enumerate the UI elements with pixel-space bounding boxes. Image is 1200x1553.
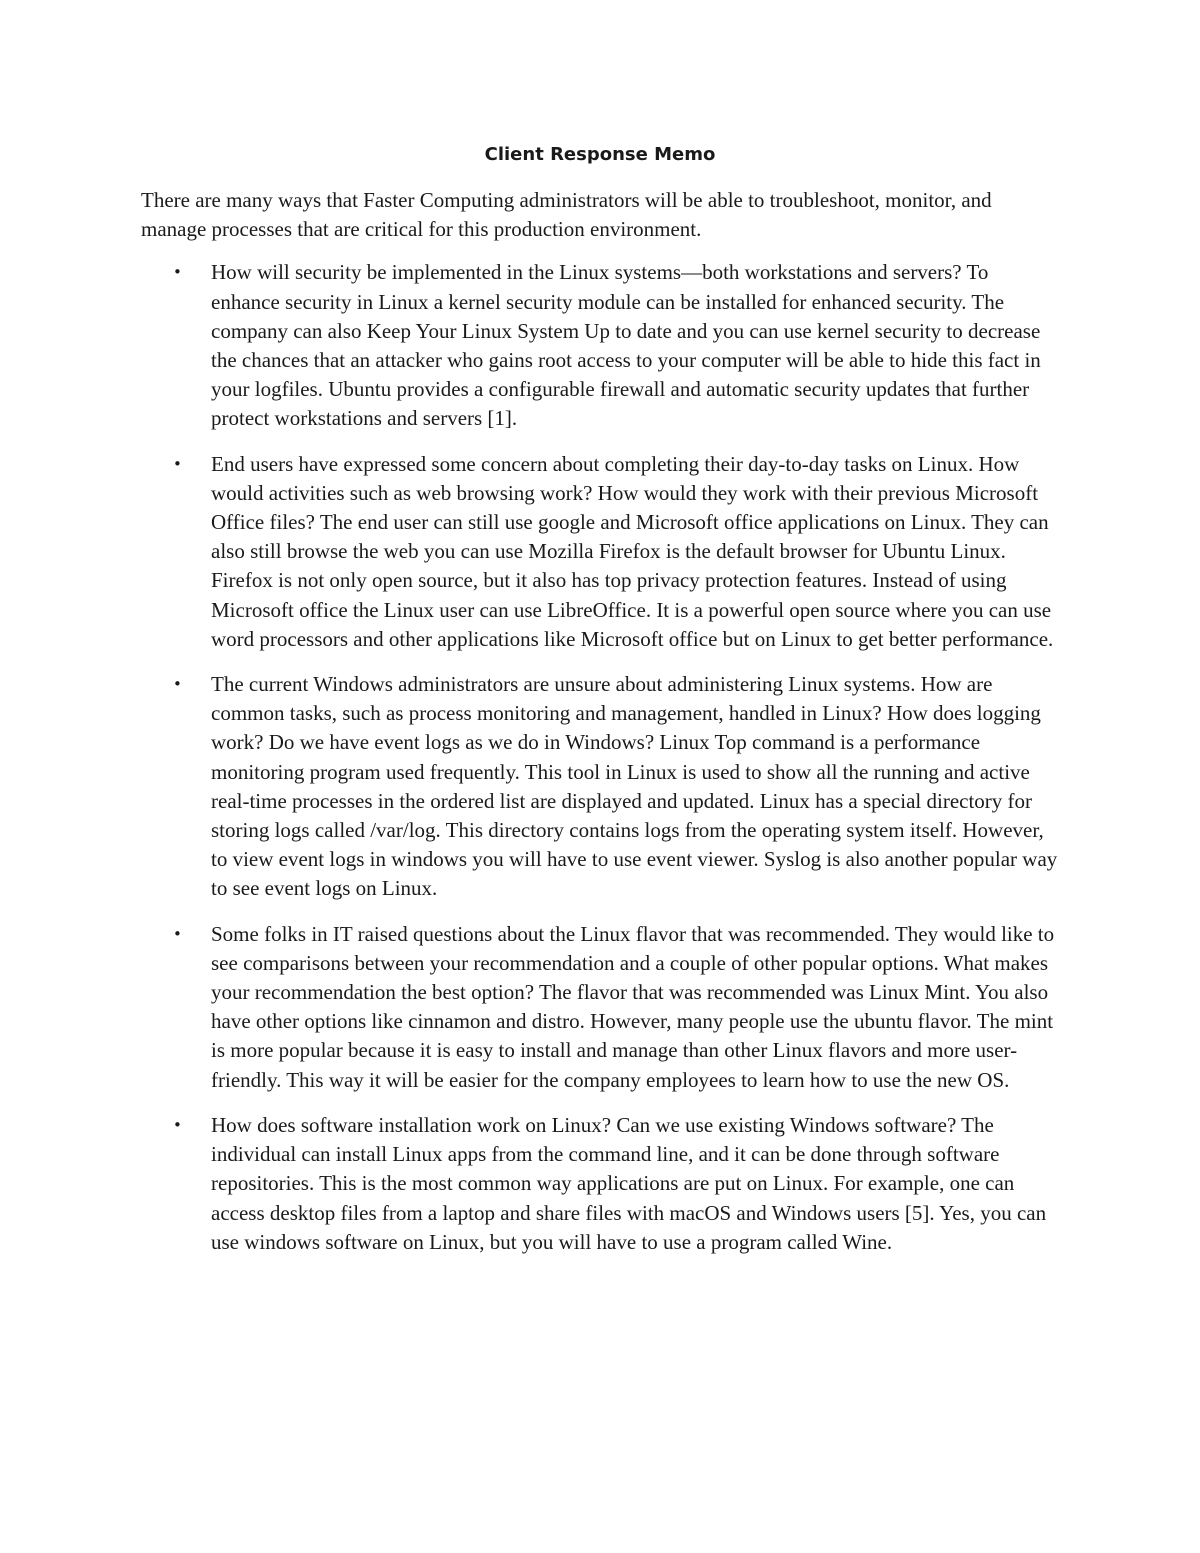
- list-item-text: How does software installation work on Linux? Can we use existing Windows software? The individual can install Linux apps from the command line, and it can be done through software repositories. This is the most common way applications are put on Linux. For example, one can access desktop files from a laptop and share files with macOS and Windows users [5]. Yes, you can use windows software on Linux, but you will have to use a program called Wine.: [211, 1112, 1047, 1254]
- list-item-text: The current Windows administrators are unsure about administering Linux systems. How are common tasks, such as process monitoring and management, handled in Linux? How does logging work? Do we have event logs as we do in Windows? Linux Top command is a performance monitoring program used frequently. This tool in Linux is used to show all the running and active real-time processes in the ordered list are displayed and updated. Linux has a special directory for storing logs called /var/log. This directory contains logs from the operating system itself. However, to view event logs in windows you will have to use event viewer. Syslog is also another popular way to see event logs on Linux.: [211, 672, 1058, 901]
- list-item: [141, 670, 1061, 904]
- list-item-text: How will security be implemented in the Linux systems—both workstations and servers? To enhance security in Linux a kernel security module can be installed for enhanced security. The company can also Keep Your Linux System Up to date and you can use kernel security to decrease the chances that an attacker who gains root access to your computer will be able to hide this fact in your logfiles. Ubuntu provides a configurable firewall and automatic security updates that further protect workstations and servers [1].: [211, 260, 1041, 431]
- list-item-text: Some folks in IT raised questions about the Linux flavor that was recommended. They would like to see comparisons between your recommendation and a couple of other popular options. What makes your recommendation the best option? The flavor that was recommended was Linux Mint. You also have other options like cinnamon and distro. However, many people use the ubuntu flavor. The mint is more popular because it is easy to install and manage than other Linux flavors and more user-friendly. This way it will be easier for the company employees to learn how to use the new OS.: [211, 921, 1055, 1092]
- list-item: [141, 1111, 1061, 1257]
- bullet-icon: •: [173, 1115, 182, 1134]
- list-item: [141, 258, 1061, 433]
- list-item: [141, 920, 1061, 1095]
- document-title: Client Response Memo: [484, 144, 716, 165]
- bullet-icon: •: [173, 675, 182, 694]
- bullet-icon: •: [173, 454, 182, 473]
- intro-paragraph: There are many ways that Faster Computing administrators will be able to troubleshoot, monitor, and manage processes that are critical for this production environment.: [141, 188, 992, 242]
- list-item-text: End users have expressed some concern about completing their day-to-day tasks on Linux. How would activities such as web browsing work? How would they work with their previous Microsoft Office files? The end user can still use google and Microsoft office applications on Linux. They can also still browse the web you can use Mozilla Firefox is the default browser for Ubuntu Linux. Firefox is not only open source, but it also has top privacy protection features. Instead of using Microsoft office the Linux user can use LibreOffice. It is a powerful open source where you can use word processors and other applications like Microsoft office but on Linux to get better performance.: [211, 451, 1054, 651]
- list-item: [141, 450, 1061, 654]
- bullet-icon: •: [173, 263, 182, 282]
- bullet-list: [141, 258, 1061, 1257]
- bullet-icon: •: [173, 924, 182, 943]
- document-body: [141, 186, 1061, 1273]
